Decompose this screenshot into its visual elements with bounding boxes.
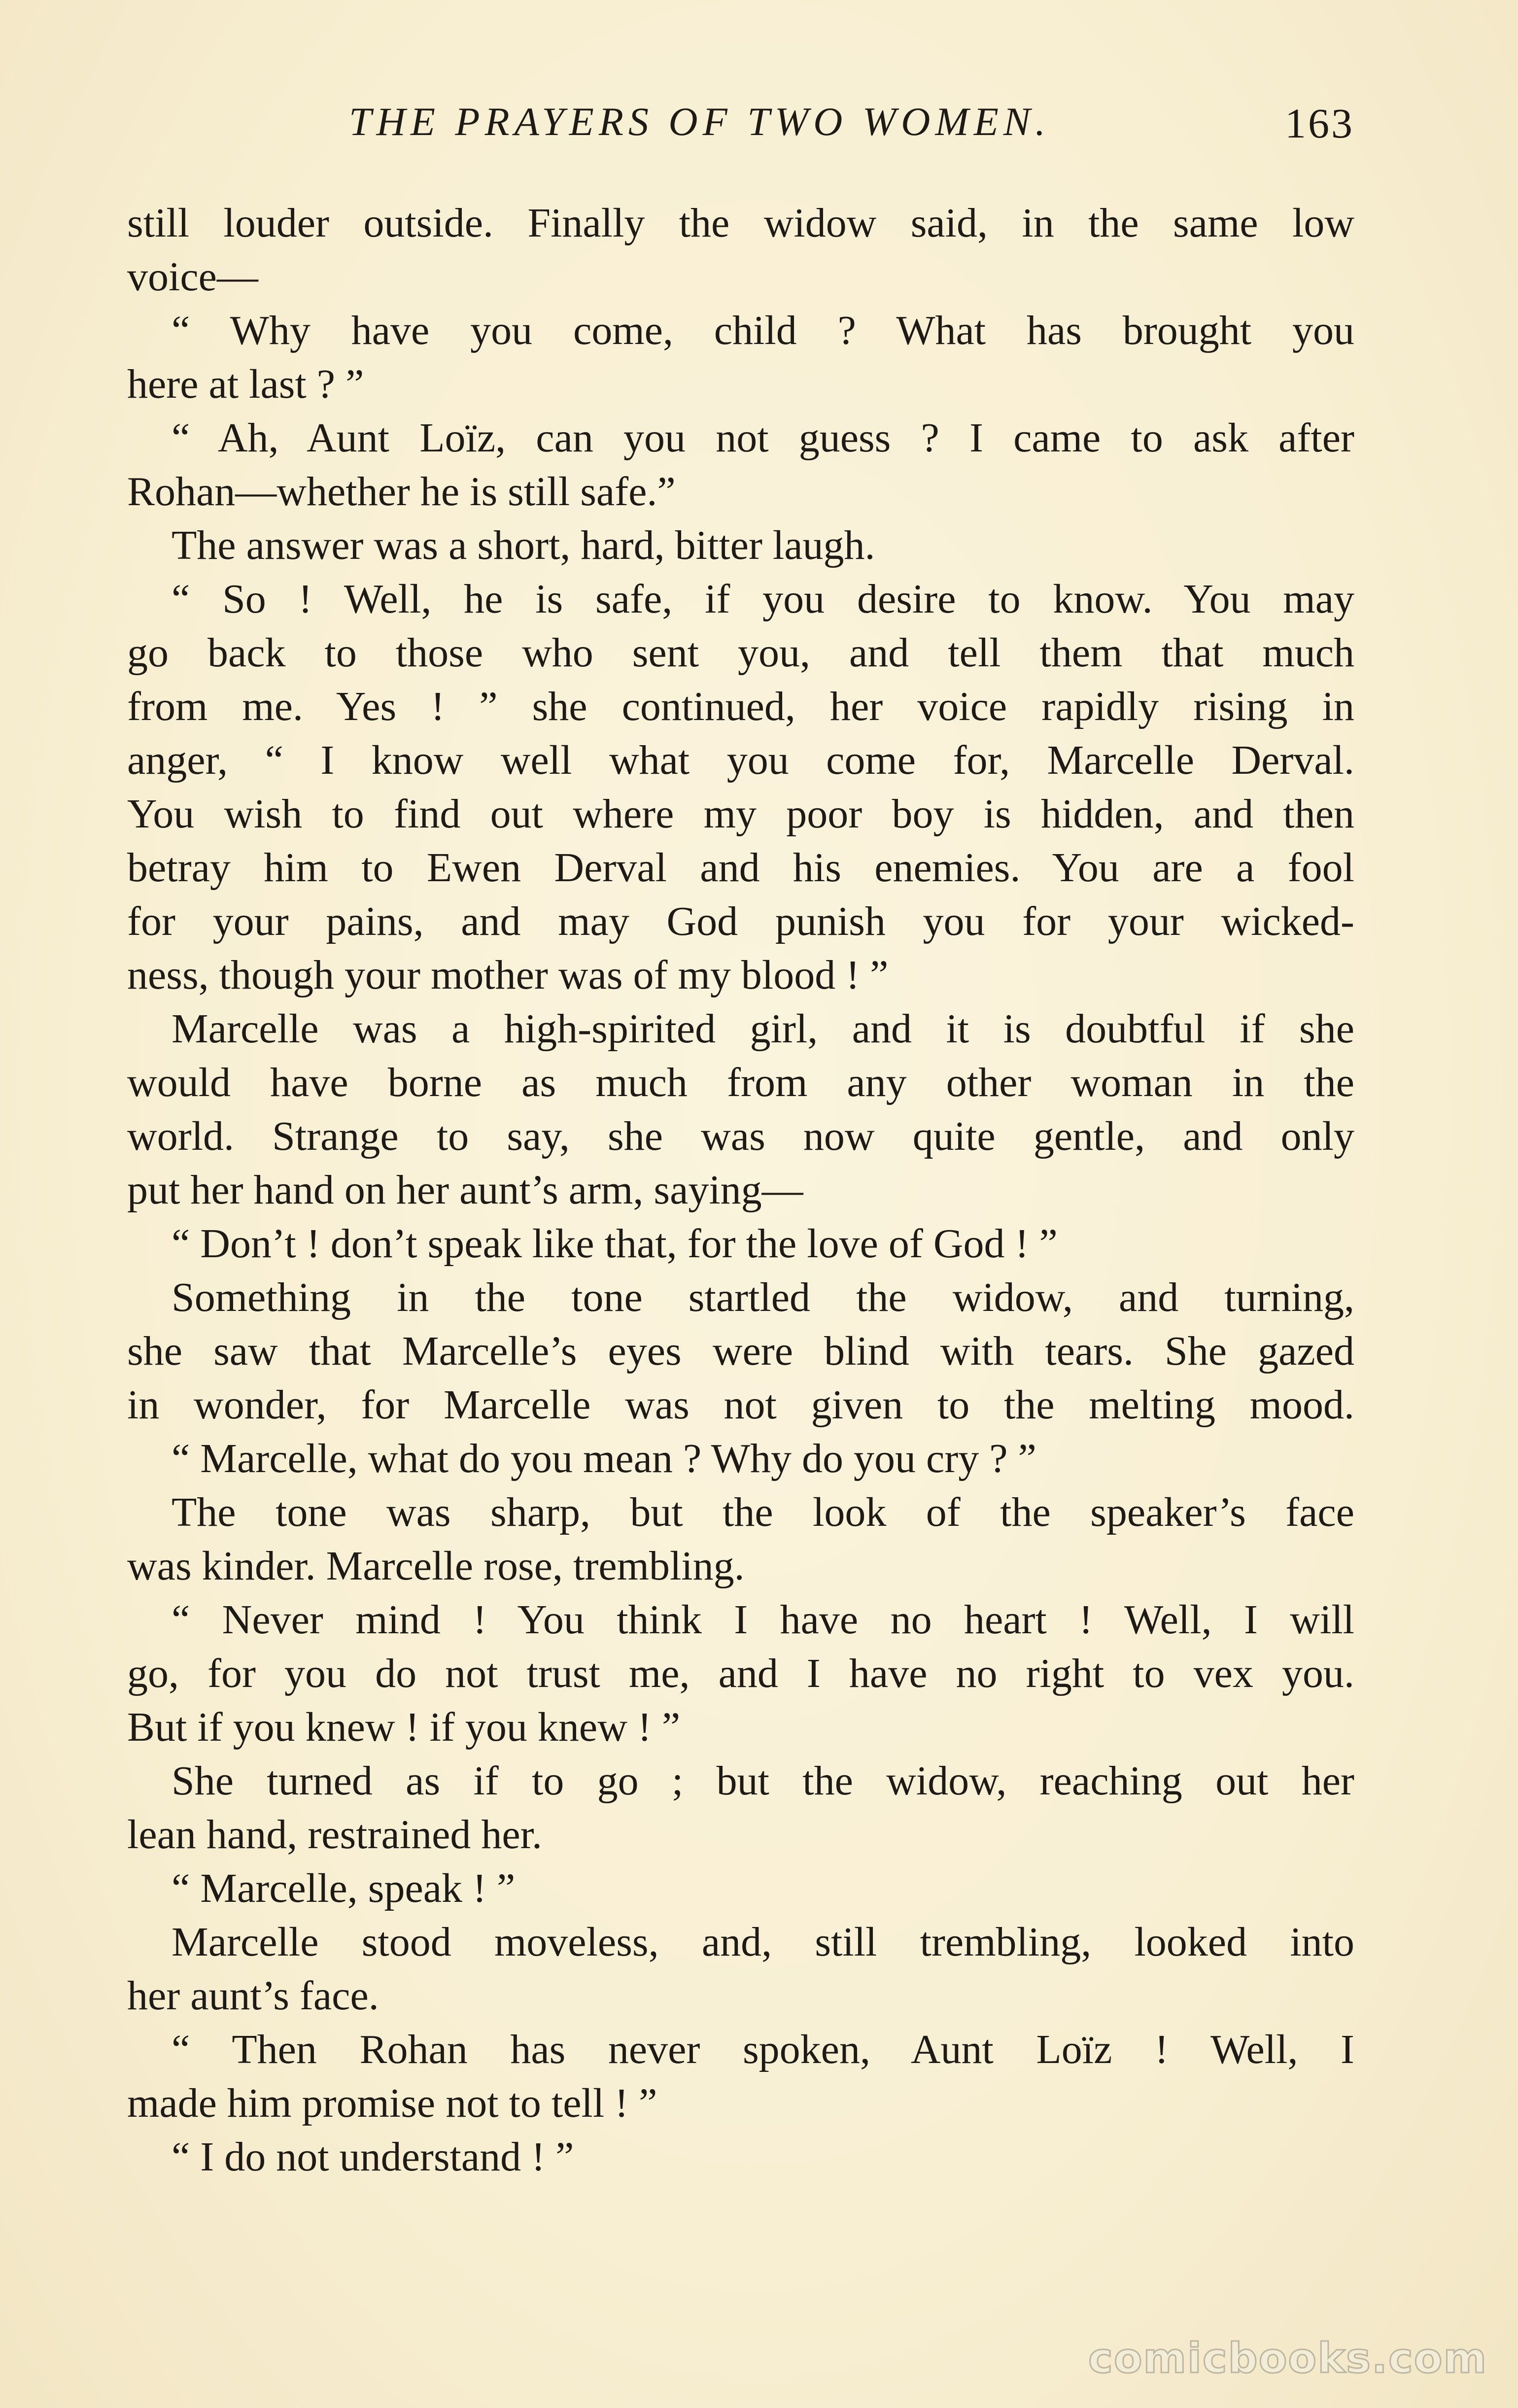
page-number: 163: [1285, 100, 1354, 147]
watermark: comicbooks.com: [1088, 2334, 1487, 2382]
text-line: “ Then Rohan has never spoken, Aunt Loïz ! Well, I: [172, 2027, 1354, 2072]
text-line: in wonder, for Marcelle was not given to the melting mood.: [127, 1382, 1354, 1428]
text-line: go back to those who sent you, and tell them that much: [127, 630, 1354, 676]
text-line: she saw that Marcelle’s eyes were blind with tears. She gazed: [127, 1328, 1354, 1374]
text-line: would have borne as much from any other woman in the: [127, 1060, 1354, 1105]
text-line: You wish to find out where my poor boy is hidden, and then: [127, 791, 1354, 837]
text-line: for your pains, and may God punish you for your wicked-: [127, 898, 1354, 944]
text-line: go, for you do not trust me, and I have no right to vex you.: [127, 1651, 1354, 1696]
text-line: The answer was a short, hard, bitter laugh.: [172, 522, 875, 568]
text-line: put her hand on her aunt’s arm, saying—: [127, 1167, 803, 1213]
text-line: her aunt’s face.: [127, 1973, 379, 2019]
running-head: [127, 99, 1354, 163]
body-text: [127, 196, 1354, 2184]
text-line: Marcelle was a high-spirited girl, and it is doubtful if she: [172, 1006, 1354, 1052]
text-line: here at last ? ”: [127, 361, 364, 407]
text-line: But if you knew ! if you knew ! ”: [127, 1704, 681, 1750]
text-line: “ Don’t ! don’t speak like that, for the love of God ! ”: [172, 1221, 1058, 1267]
text-line: “ So ! Well, he is safe, if you desire to know. You may: [172, 576, 1354, 622]
text-line: “ Never mind ! You think I have no heart ! Well, I will: [172, 1597, 1354, 1643]
text-line: was kinder. Marcelle rose, trembling.: [127, 1543, 745, 1589]
text-line: anger, “ I know well what you come for, Marcelle Derval.: [127, 737, 1354, 783]
text-line: “ Marcelle, what do you mean ? Why do you cry ? ”: [172, 1436, 1036, 1481]
text-line: lean hand, restrained her.: [127, 1812, 542, 1858]
text-line: from me. Yes ! ” she continued, her voice rapidly rising in: [127, 684, 1354, 729]
text-line: “ Ah, Aunt Loïz, can you not guess ? I came to ask after: [172, 415, 1354, 461]
text-line: Rohan—whether he is still safe.”: [127, 469, 676, 515]
text-line: voice—: [127, 254, 258, 300]
text-line: world. Strange to say, she was now quite gentle, and only: [127, 1113, 1354, 1159]
text-line: “ I do not understand ! ”: [172, 2134, 574, 2180]
text-line: “ Marcelle, speak ! ”: [172, 1865, 516, 1911]
text-line: Something in the tone startled the widow, and turning,: [172, 1274, 1354, 1320]
text-line: made him promise not to tell ! ”: [127, 2080, 657, 2126]
text-line: The tone was sharp, but the look of the speaker’s face: [172, 1489, 1354, 1535]
running-title: THE PRAYERS OF TWO WOMEN.: [349, 99, 1050, 144]
text-line: ness, though your mother was of my blood ! ”: [127, 952, 889, 998]
text-line: “ Why have you come, child ? What has brought you: [172, 308, 1354, 353]
text-line: Marcelle stood moveless, and, still trembling, looked into: [172, 1919, 1354, 1965]
text-line: still louder outside. Finally the widow said, in the same low: [127, 200, 1354, 246]
text-line: betray him to Ewen Derval and his enemies. You are a fool: [127, 845, 1354, 891]
text-line: She turned as if to go ; but the widow, reaching out her: [172, 1758, 1354, 1804]
